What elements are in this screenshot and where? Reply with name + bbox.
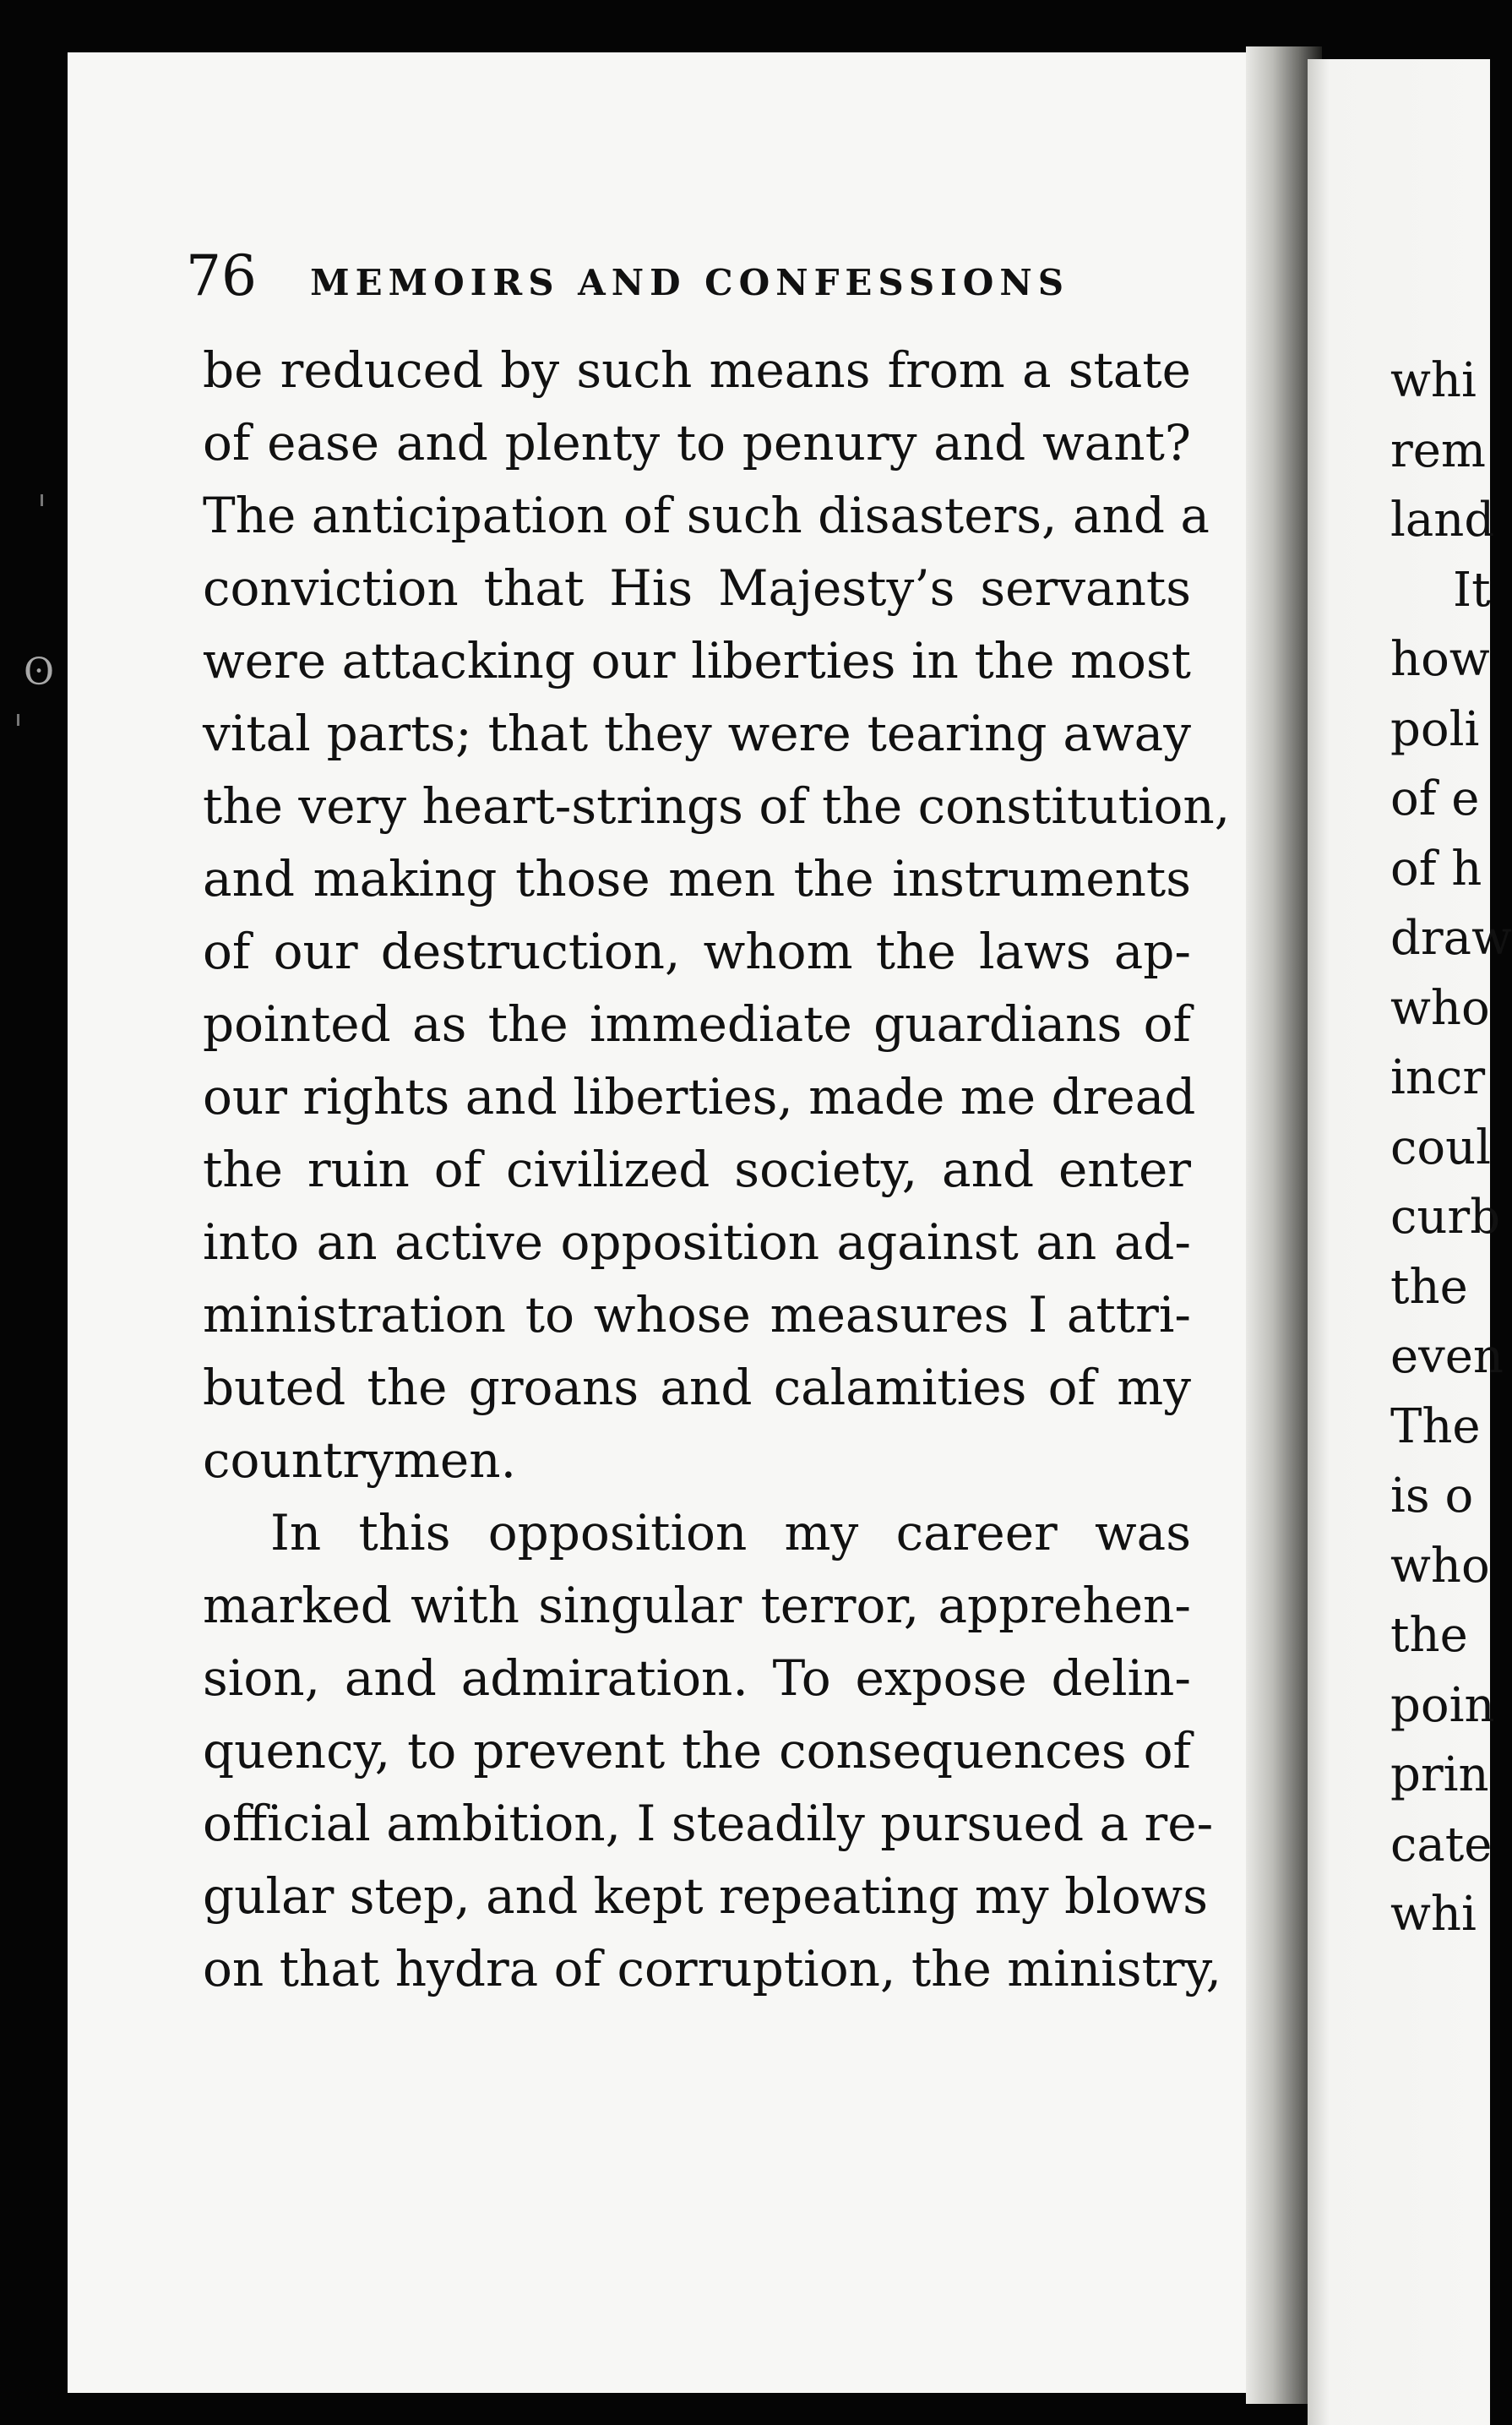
text-line: quency, to prevent the consequences of — [203, 1722, 1191, 1779]
text-line: buted the groans and calamities of my — [203, 1359, 1191, 1416]
running-title: MEMOIRS AND CONFESSIONS — [310, 262, 1070, 303]
text-line: and making those men the instruments — [203, 850, 1191, 907]
facing-page-fragment: who — [1390, 980, 1490, 1036]
facing-page-fragment: of h — [1390, 841, 1482, 896]
facing-page-fragment: incr — [1390, 1050, 1486, 1105]
margin-mark: ʘ — [24, 651, 55, 694]
facing-page-fragment: poli — [1390, 701, 1480, 757]
text-line: were attacking our liberties in the most — [203, 632, 1191, 689]
text-line: our rights and liberties, made me dread — [203, 1068, 1196, 1125]
facing-page-fragment: whi — [1390, 1887, 1477, 1942]
facing-page-fragment: whi — [1390, 353, 1477, 408]
text-line: ministration to whose measures I attri- — [203, 1286, 1191, 1343]
running-head — [186, 243, 1069, 308]
text-line: be reduced by such means from a state — [203, 341, 1191, 399]
facing-page-fragment: prin — [1390, 1747, 1489, 1802]
facing-page-fragment: land — [1390, 493, 1495, 548]
text-line: countrymen. — [203, 1431, 517, 1489]
facing-page-fragment: is o — [1390, 1469, 1474, 1523]
facing-page-fragment: The — [1390, 1398, 1481, 1454]
facing-page-fragment: who — [1390, 1538, 1490, 1594]
margin-tick — [17, 714, 19, 726]
text-line: on that hydra of corruption, the ministry, — [203, 1940, 1222, 1997]
text-line: of ease and plenty to penury and want? — [203, 414, 1191, 471]
text-line: vital parts; that they were tearing away — [203, 705, 1191, 762]
facing-page-fragment: poin — [1390, 1677, 1495, 1733]
facing-page-fragment: of e — [1390, 771, 1480, 826]
text-line: the very heart-strings of the constitution, — [203, 777, 1231, 835]
text-line: conviction that His Majesty’s servants — [203, 559, 1191, 617]
facing-page-fragment: how — [1390, 632, 1490, 687]
text-line: pointed as the immediate guardians of — [203, 995, 1191, 1053]
text-line: marked with singular terror, apprehen- — [203, 1577, 1191, 1634]
facing-page-fragment: coul — [1390, 1120, 1492, 1175]
facing-page-fragment: curb — [1390, 1190, 1501, 1245]
facing-page-fragment: the — [1390, 1608, 1468, 1663]
facing-page-fragment: the — [1390, 1259, 1468, 1315]
text-line: gular step, and kept repeating my blows — [203, 1867, 1209, 1925]
text-line: sion, and admiration. To expose delin- — [203, 1649, 1191, 1707]
facing-page-fragment: draw — [1390, 911, 1512, 966]
text-line: official ambition, I steadily pursued a re- — [203, 1795, 1214, 1852]
facing-page-fragment: even — [1390, 1329, 1504, 1384]
facing-page-fragment: rem — [1390, 422, 1487, 478]
text-line: of our destruction, whom the laws ap- — [203, 923, 1191, 980]
facing-page-fragment: cate — [1390, 1817, 1493, 1872]
text-line: In this opposition my career was — [270, 1504, 1191, 1561]
margin-tick — [41, 494, 43, 506]
page-number: 76 — [186, 243, 257, 308]
text-line: the ruin of civilized society, and enter — [203, 1141, 1191, 1198]
text-line: into an active opposition against an ad- — [203, 1213, 1191, 1271]
right-page — [1308, 59, 1512, 2425]
facing-page-fragment: It — [1453, 562, 1491, 618]
text-line: The anticipation of such disasters, and a — [203, 487, 1210, 544]
